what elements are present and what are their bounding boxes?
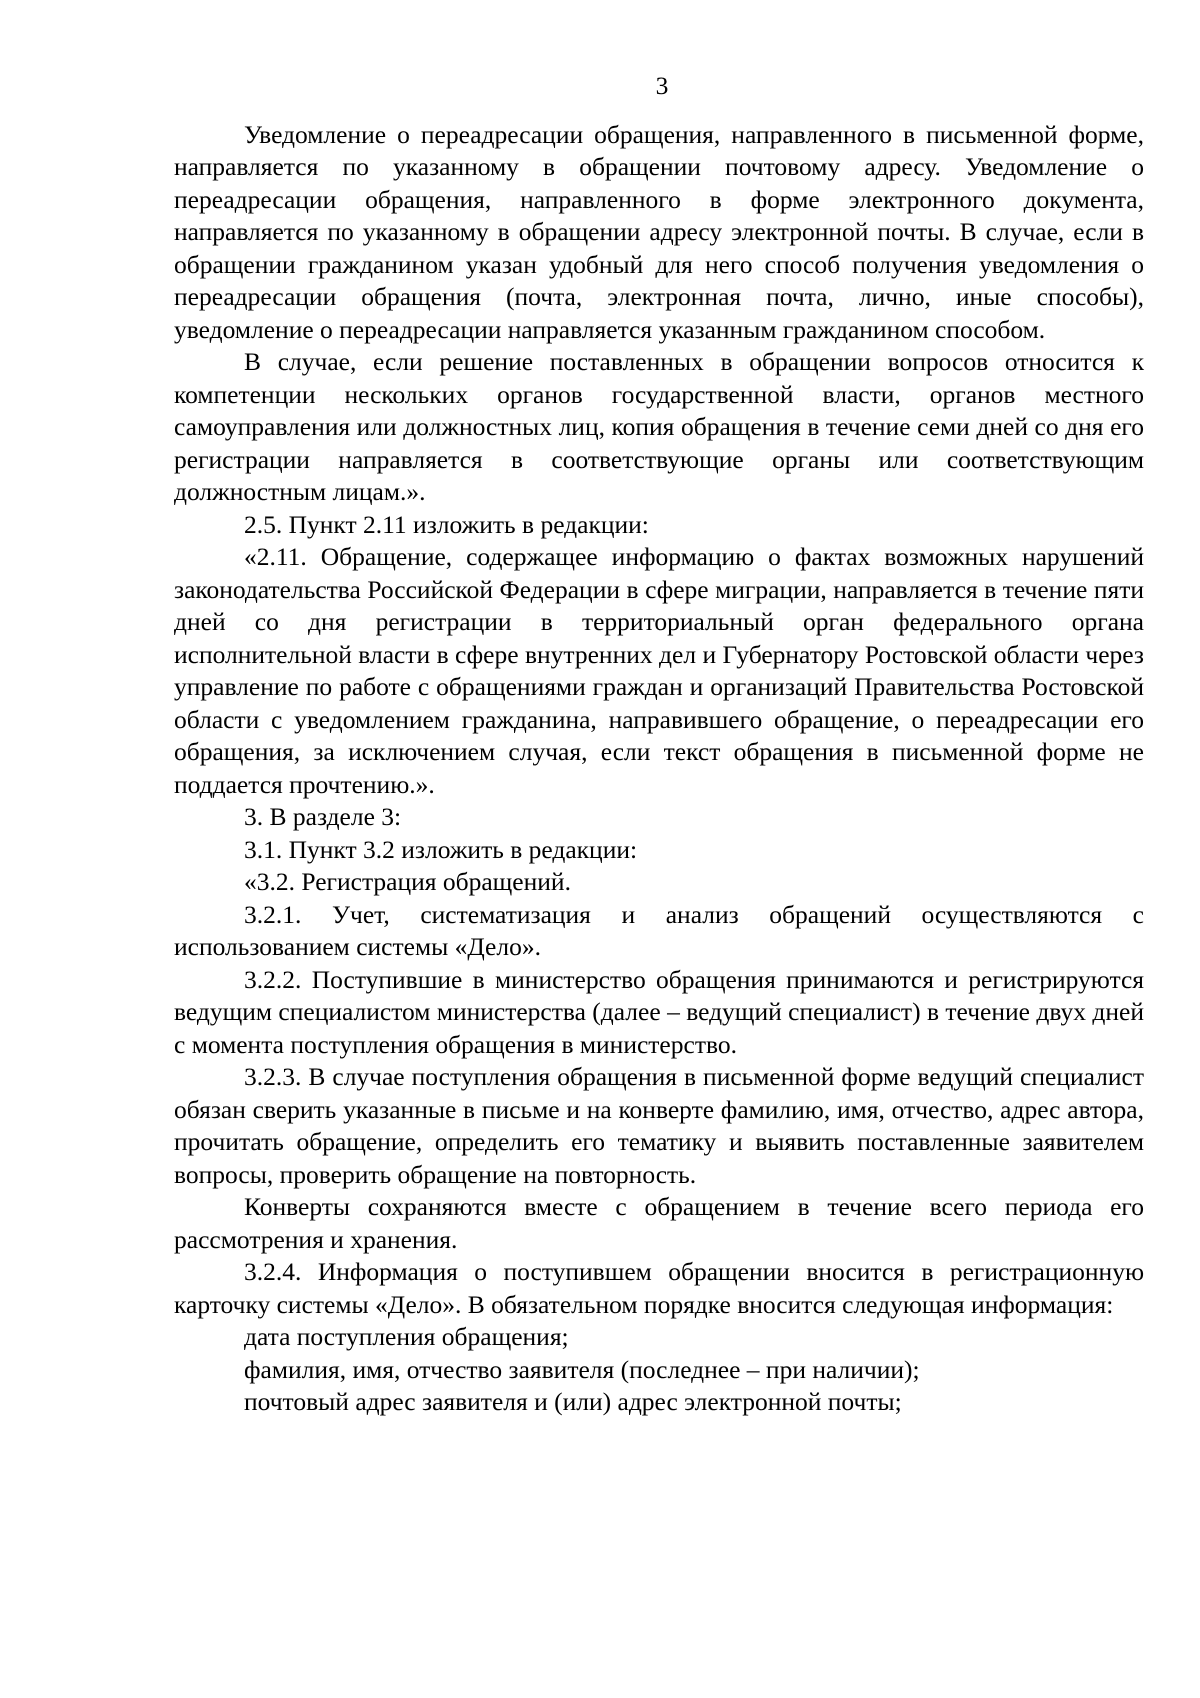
page-number: 3 xyxy=(655,71,669,100)
paragraph-item-2-11: «2.11. Обращение, содержащее информацию о фактах возможных нарушений законодательства Российской Федерации в сфере миграции, направляется в течение пяти дней со дня регистрации в территориальный орган федерального органа исполнительной власти в сфере внутренних дел и Губернатору Ростовской области через управление по работе с обращениями граждан и организаций Правительства Ростовской области с уведомлением гражданина, направившего обращение, о переадресации его обращения, за исключением случая, если текст обращения в письменной форме не поддается прочтению.». xyxy=(174,542,1144,799)
paragraph-item-3-2-3: 3.2.3. В случае поступления обращения в письменной форме ведущий специалист обязан сверить указанные в письме и на конверте фамилию, имя, отчество, адрес автора, прочитать обращение, определить его тематику и выявить поставленные заявителем вопросы, проверить обращение на повторность. xyxy=(174,1062,1144,1189)
paragraph-section-3: 3. В разделе 3: xyxy=(244,802,402,831)
list-item-applicant-name: фамилия, имя, отчество заявителя (последнее – при наличии); xyxy=(244,1354,920,1384)
paragraph-envelopes: Конверты сохраняются вместе с обращением в течение всего периода его рассмотрения и хранения. xyxy=(174,1192,1144,1254)
paragraph-item-3-2-2: 3.2.2. Поступившие в министерство обращения принимаются и регистрируются ведущим специалистом министерства (далее – ведущий специалист) в течение двух дней с момента поступления обращения в министерство. xyxy=(174,964,1144,1059)
paragraph-redirect-notice: Уведомление о переадресации обращения, направленного в письменной форме, направляется по указанному в обращении почтовому адресу. Уведомление о переадресации обращения, направленного в форме электронного документа, направляется по указанному в обращении адресу электронной почты. В случае, если в обращении гражданином указан удобный для него способ получения уведомления о переадресации обращения (почта, электронная почта, лично, иные способы), уведомление о переадресации направляется указанным гражданином способом. xyxy=(174,119,1144,344)
list-item-receipt-date: дата поступления обращения; xyxy=(244,1322,569,1351)
paragraph-item-3-2-1: 3.2.1. Учет, систематизация и анализ обращений осуществляются с использованием системы «Дело». xyxy=(174,899,1144,961)
paragraph-item-3-2-heading: «3.2. Регистрация обращений. xyxy=(244,867,571,896)
paragraph-item-3-2-4: 3.2.4. Информация о поступившем обращении вносится в регистрационную карточку системы «Дело». В обязательном порядке вносится следующая информация: xyxy=(174,1257,1144,1319)
paragraph-item-2-5: 2.5. Пункт 2.11 изложить в редакции: xyxy=(244,509,649,539)
paragraph-multiple-authorities: В случае, если решение поставленных в обращении вопросов относится к компетенции нескольких органов государственной власти, органов местного самоуправления или должностных лиц, копия обращения в течение семи дней со дня его регистрации направляется в соответствующие органы или соответствующим должностным лицам.». xyxy=(174,347,1144,506)
list-item-applicant-address: почтовый адрес заявителя и (или) адрес электронной почты; xyxy=(244,1387,902,1416)
paragraph-item-3-1: 3.1. Пункт 3.2 изложить в редакции: xyxy=(244,834,638,864)
